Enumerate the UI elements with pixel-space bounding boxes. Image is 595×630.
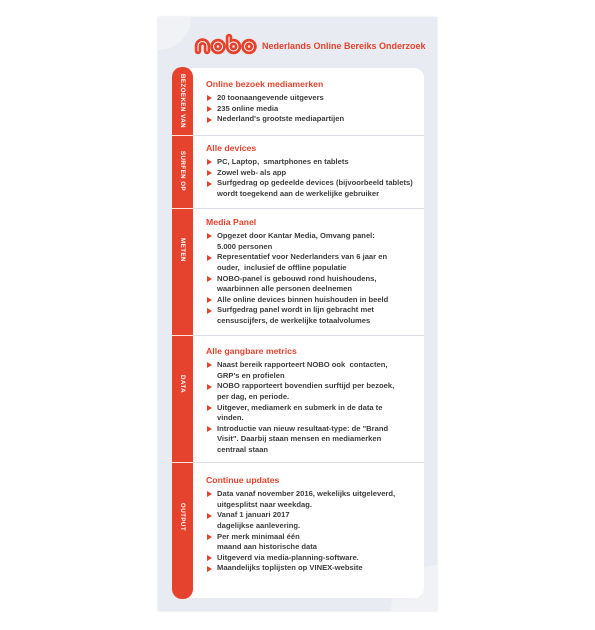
list-item-text: 235 online media [217, 103, 279, 113]
list-item [206, 178, 420, 199]
list-item [206, 93, 420, 104]
triangle-bullet-icon [207, 555, 212, 561]
list-item-text: Surfgedrag op gedeelde devices (bijvoorbeeld tablets) wordt toegekend aan de werkelijke gebruiker [217, 178, 413, 198]
list-item [206, 295, 420, 306]
list-item-text: Representatief voor Nederlanders van 6 jaar en ouder, inclusief de offline populatie [217, 252, 388, 272]
section-heading: Media Panel [206, 217, 257, 227]
list-item-text: Data vanaf november 2016, wekelijks uitgeleverd, uitgesplitst naar weekdag. [217, 489, 396, 509]
list-item [206, 510, 420, 531]
triangle-bullet-icon [207, 426, 212, 432]
bullet-list [206, 231, 420, 326]
triangle-bullet-icon [207, 117, 212, 123]
section-heading: Alle devices [206, 143, 257, 153]
list-item [206, 274, 420, 295]
triangle-bullet-icon [207, 491, 212, 497]
list-item [206, 424, 420, 456]
triangle-bullet-icon [207, 405, 212, 411]
bar-divider [172, 462, 193, 463]
triangle-bullet-icon [207, 106, 212, 112]
list-item [206, 114, 420, 125]
section-gangbare-metrics [206, 345, 420, 456]
triangle-bullet-icon [207, 233, 212, 239]
triangle-bullet-icon [207, 170, 212, 176]
triangle-bullet-icon [207, 159, 212, 165]
triangle-bullet-icon [207, 384, 212, 390]
nobo-logo [194, 33, 258, 57]
list-item [206, 489, 420, 510]
list-item-text: 20 toonaangevende uitgevers [217, 93, 324, 103]
triangle-bullet-icon [207, 276, 212, 282]
list-item-text: Vanaf 1 januari 2017 dagelijkse aanlevering. [217, 510, 301, 530]
triangle-bullet-icon [207, 362, 212, 368]
triangle-bullet-icon [207, 513, 212, 519]
list-item [206, 305, 420, 326]
list-item-text: Naast bereik rapporteert NOBO ook contacten, GRP's en profielen [217, 360, 388, 380]
section-label-bezoeken-van: BEZOEKEN VAN [179, 73, 186, 129]
bullet-list [206, 489, 420, 574]
bullet-list [206, 157, 420, 199]
bullet-list [206, 93, 420, 125]
bar-divider [172, 135, 193, 136]
section-divider [193, 208, 424, 209]
list-item-text: Zowel web- als app [217, 167, 287, 177]
decorative-circle [158, 17, 191, 50]
list-item [206, 157, 420, 168]
section-divider [193, 135, 424, 136]
list-item [206, 231, 420, 252]
triangle-bullet-icon [207, 297, 212, 303]
triangle-bullet-icon [207, 534, 212, 540]
section-heading: Continue updates [206, 475, 280, 485]
triangle-bullet-icon [207, 181, 212, 187]
list-item [206, 532, 420, 553]
triangle-bullet-icon [207, 255, 212, 261]
section-heading: Alle gangbare metrics [206, 346, 297, 356]
list-item-text: Surfgedrag panel wordt in lijn gebracht met censuscijfers, de werkelijke totaalvolumes [217, 305, 374, 325]
list-item [206, 104, 420, 115]
list-item [206, 403, 420, 424]
list-item [206, 252, 420, 273]
list-item [206, 563, 420, 574]
bullet-list [206, 360, 420, 455]
section-label-output: OUTPUT [179, 502, 186, 532]
section-divider [193, 462, 424, 463]
list-item-text: Opgezet door Kantar Media, Omvang panel: 5.000 personen [217, 231, 375, 251]
list-item-text: PC, Laptop, smartphones en tablets [217, 157, 349, 167]
list-item-text: NOBO-panel is gebouwd rond huishoudens, waarbinnen alle personen deelnemen [217, 273, 377, 294]
section-alle-devices [206, 142, 420, 200]
section-online-bezoek [206, 78, 420, 125]
site-title: Nederlands Online Bereiks Onderzoek [262, 41, 426, 51]
section-continue-updates [206, 474, 420, 574]
bar-divider [172, 335, 193, 336]
list-item [206, 553, 420, 564]
list-item-text: Uitgever, mediamerk en submerk in de data te vinden. [217, 402, 383, 423]
list-item-text: Alle online devices binnen huishouden in beeld [217, 294, 389, 304]
section-heading: Online bezoek mediamerken [206, 79, 324, 89]
triangle-bullet-icon [207, 566, 212, 572]
bar-divider [172, 208, 193, 209]
triangle-bullet-icon [207, 308, 212, 314]
section-divider [193, 335, 424, 336]
list-item-text: Per merk minimaal één maand aan historische data [217, 531, 318, 552]
triangle-bullet-icon [207, 95, 212, 101]
list-item-text: Nederland's grootste mediapartijen [217, 114, 345, 124]
list-item [206, 360, 420, 381]
list-item [206, 168, 420, 179]
list-item-text: Uitgeverd via media-planning-software. [217, 552, 359, 562]
list-item-text: NOBO rapporteert bovendien surftijd per bezoek, per dag, en periode. [217, 381, 395, 401]
section-label-surfen-op: SURFEN OP [179, 150, 186, 192]
section-media-panel [206, 216, 420, 327]
section-label-meten: METEN [179, 238, 186, 262]
section-label-data: DATA [179, 374, 186, 394]
list-item [206, 381, 420, 402]
list-item-text: Introductie van nieuw resultaat-type: de "Brand Visit". Daarbij staan mensen en mediamerken centraal staan [217, 423, 389, 454]
list-item-text: Maandelijks toplijsten op VINEX-website [217, 563, 363, 573]
